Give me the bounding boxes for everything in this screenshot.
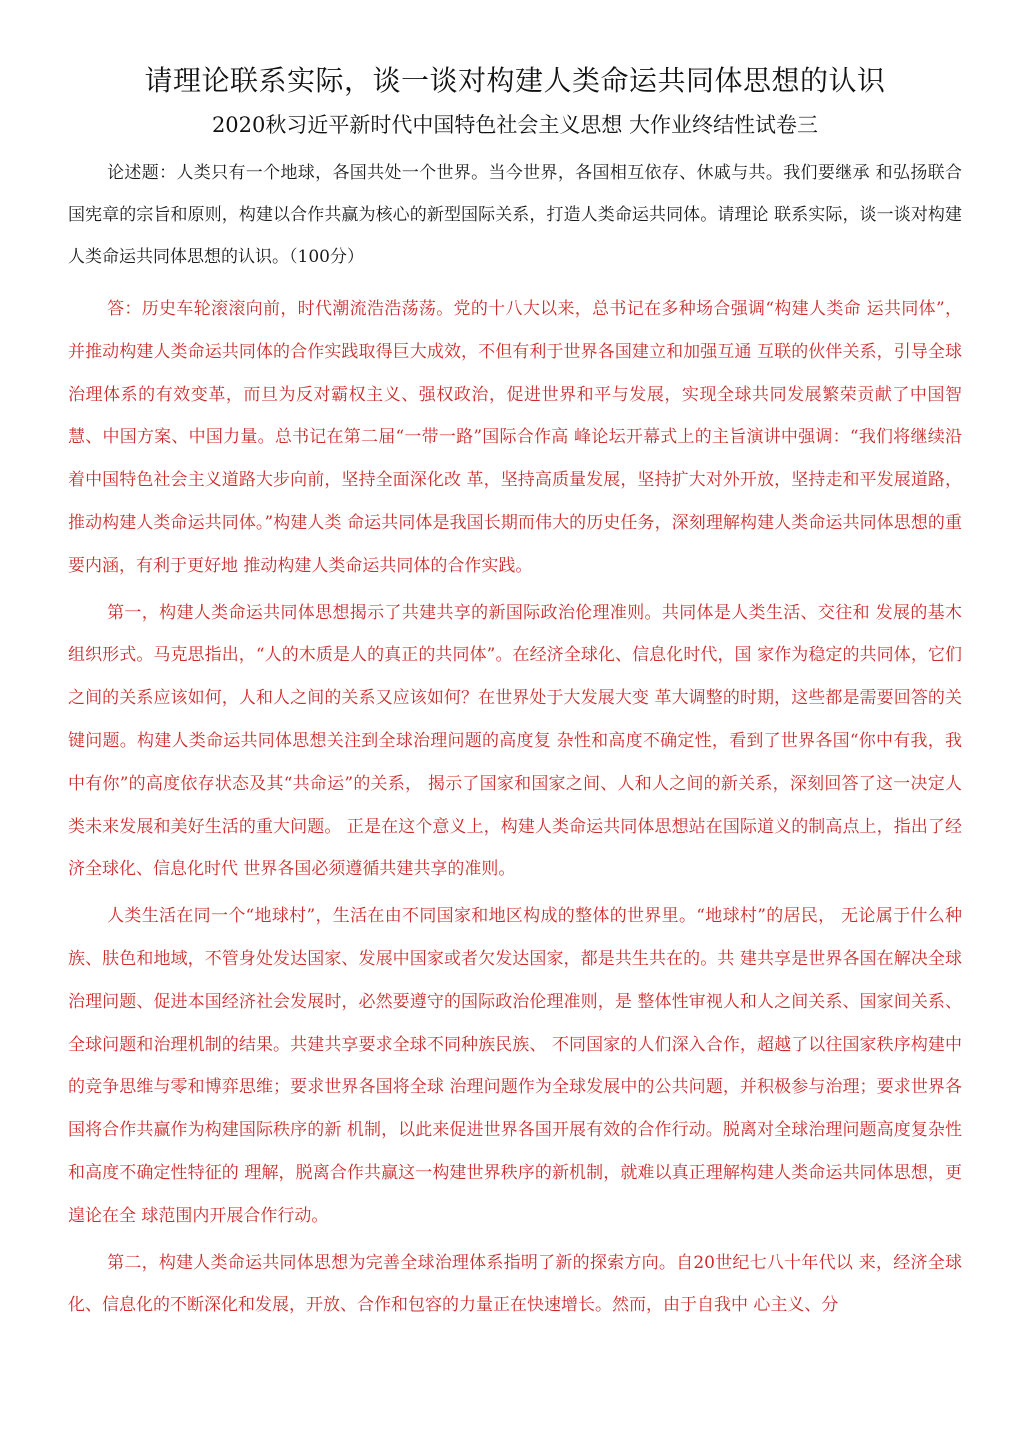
answer-paragraph-global-village: 人类生活在同一个“地球村”，生活在由不同国家和地区构成的整体的世界里。“地球村”的居民， 无论属于什么种族、肤色和地域，不管身处发达国家、发展中国家或者欠发达国家，都是共生共在的。共 建共享是世界各国在解决全球治理问题、促进本国经济社会发展时，必然要遵守的国际政治伦理准则，是 整体性审视人和人之间关系、国家间关系、全球问题和治理机制的结果。共建共享要求全球不同种族民族、 不同国家的人们深入合作，超越了以往国家秩序构建中的竞争思维与零和博弈思维；要求世界各国将全球 治理问题作为全球发展中的公共问题，并积极参与治理；要求世界各国将合作共赢作为构建国际秩序的新 机制，以此来促进世界各国开展有效的合作行动。脱离对全球治理问题高度复杂性和高度不确定性特征的 理解，脱离合作共赢这一构建世界秩序的新机制，就难以真正理解构建人类命运共同体思想，更遑论在全 球范围内开展合作行动。 [68, 906, 962, 1226]
answer-paragraph-intro: 答：历史车轮滚滚向前，时代潮流浩浩荡荡。党的十八大以来，总书记在多种场合强调“构建人类命 运共同体”，并推动构建人类命运共同体的合作实践取得巨大成效，不但有利于世界各国建立和加强互通 互联的伙伴关系，引导全球治理体系的有效变革，而旦为反对霸权主义、强权政治，促进世界和平与发展，实现全球共同发展繁荣贡献了中国智慧、中国方案、中国力量。总书记在第二届“一带一路”国际合作高 峰论坛开幕式上的主旨演讲中强调：“我们将继续沿着中国特色社会主义道路大步向前，坚持全面深化改 革，坚持高质量发展，坚持扩大对外开放，坚持走和平发展道路，推动构建人类命运共同体。”构建人类 命运共同体是我国长期而伟大的历史任务，深刻理解构建人类命运共同体思想的重要内涵，有利于更好地 推动构建人类命运共同体的合作实践。 [68, 299, 962, 576]
document-title: 请理论联系实际，谈一谈对构建人类命运共同体思想的认识 [144, 64, 886, 97]
document-subtitle: 2020秋习近平新时代中国特色社会主义思想 大作业终结性试卷三 [211, 113, 819, 137]
answer-paragraph-first-point: 第一，构建人类命运共同体思想揭示了共建共享的新国际政治伦理准则。共同体是人类生活、交往和 发展的基木组织形式。马克思指出，“人的木质是人的真正的共同体”。在经济全球化、信息化时代，国 家作为稳定的共同体，它们之间的关系应该如何，人和人之间的关系又应该如何？在世界处于大发展大变 革大调整的时期，这些都是需要回答的关键问题。构建人类命运共同体思想关注到全球治理问题的高度复 杂性和高度不确定性，看到了世界各国“你中有我，我中有你”的高度依存状态及其“共命运”的关系， 揭示了国家和国家之间、人和人之间的新关系，深刻回答了这一决定人类未来发展和美好生活的重大问题。 正是在这个意义上，构建人类命运共同体思想站在国际道义的制高点上，指出了经济全球化、信息化时代 世界各国必须遵循共建共享的准则。 [68, 602, 962, 880]
answer-paragraph-second-point: 第二，构建人类命运共同体思想为完善全球治理体系指明了新的探索方向。自20世纪七八十年代以 来，经济全球化、信息化的不断深化和发展，开放、合作和包容的力量正在快速增长。然而，由于自我中 心主义、分 [68, 1252, 962, 1316]
question-paragraph: 论述题：人类只有一个地球，各国共处一个世界。当今世界，各国相互依存、休戚与共。我们要继承 和弘扬联合国宪章的宗旨和原则，构建以合作共赢为核心的新型国际关系，打造人类命运共同体。请理论 联系实际，谈一谈对构建人类命运共同体思想的认识。（100分） [68, 163, 962, 267]
